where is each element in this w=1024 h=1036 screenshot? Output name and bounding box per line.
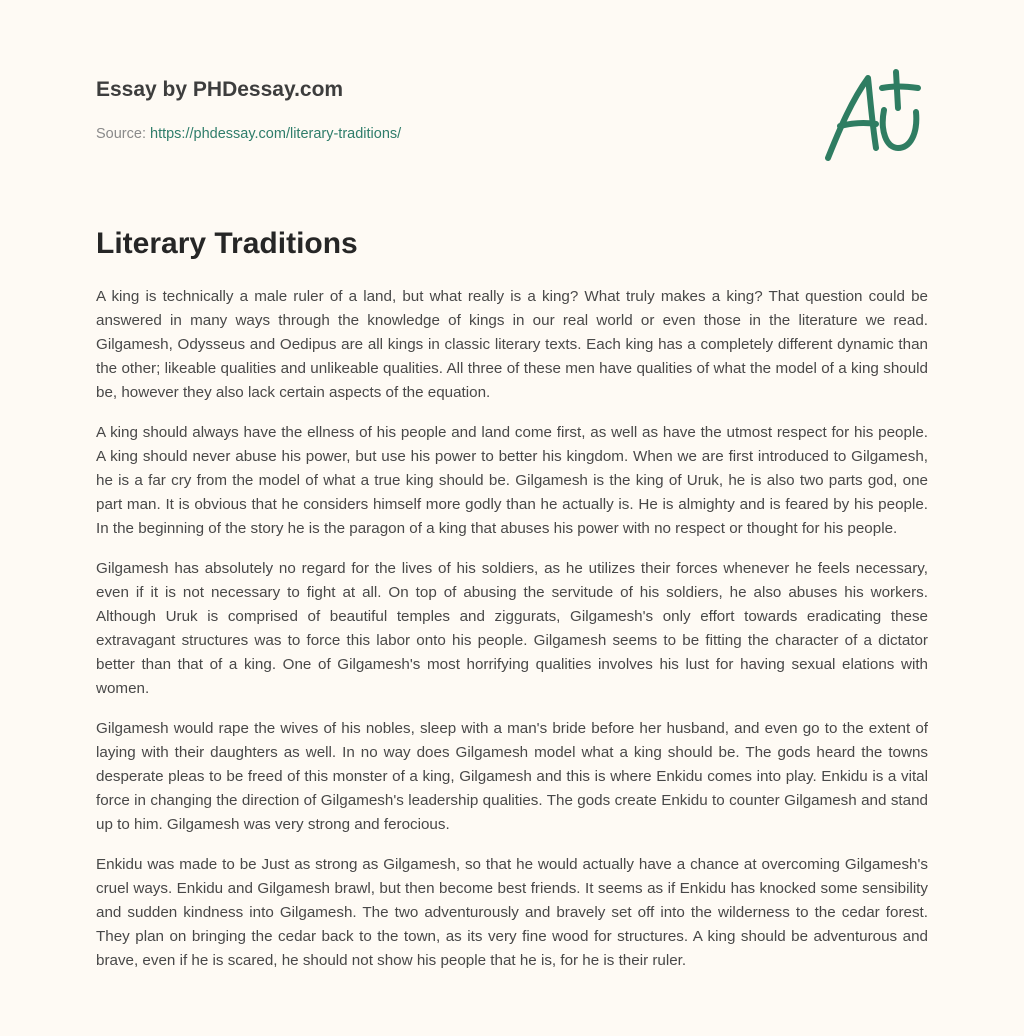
site-brand: Essay by PHDessay.com: [96, 78, 344, 101]
article-title: Literary Traditions: [96, 227, 358, 260]
paragraph: Gilgamesh would rape the wives of his nobles, sleep with a man's bride before her husband, and even go to the extent of laying with their daughters as well. In no way does Gilgamesh model what a king should be. The gods heard the towns desperate pleas to be freed of this monster of a king, Gilgamesh and this is where Enkidu comes into play. Enkidu is a vital force in changing the direction of Gilgamesh's leadership qualities. The gods create Enkidu to counter Gilgamesh and stand up to him. Gilgamesh was very strong and ferocious.: [96, 720, 928, 833]
source-label: Source:: [96, 126, 150, 142]
paragraph: A king is technically a male ruler of a land, but what really is a king? What truly makes a king? That question could be answered in many ways through the knowledge of kings in our real world or even those in the literature we read. Gilgamesh, Odysseus and Oedipus are all kings in classic literary texts. Each king has a completely different dynamic than the other; likeable qualities and unlikeable qualities. All three of these men have qualities of what the model of a king should be, however they also lack certain aspects of the equation.: [96, 288, 928, 401]
paragraph: Gilgamesh has absolutely no regard for the lives of his soldiers, as he utilizes their forces whenever he feels necessary, even if it is not necessary to fight at all. On top of abusing the servitude of his soldiers, he also abuses his workers. Although Uruk is comprised of beautiful temples and ziggurats, Gilgamesh's only effort towards eradicating these extravagant structures was to force this labor onto his people. Gilgamesh seems to be fitting the character of a dictator better than that of a king. One of Gilgamesh's most horrifying qualities involves his lust for having sexual elations with women.: [96, 560, 928, 697]
source-line: [96, 124, 736, 144]
article-body: [96, 285, 928, 989]
page-header: [96, 76, 736, 144]
source-link[interactable]: https://phdessay.com/literary-traditions/: [150, 126, 402, 142]
paragraph: A king should always have the ellness of his people and land come first, as well as have the utmost respect for his people. A king should never abuse his power, but use his power to better his kingdom. When we are first introduced to Gilgamesh, he is a far cry from the model of what a true king should be. Gilgamesh is the king of Uruk, he is also two parts god, one part man. It is obvious that he considers himself more godly than he actually is. He is almighty and is feared by his people. In the beginning of the story he is the paragon of a king that abuses his power with no respect or thought for his people.: [96, 424, 928, 537]
a-plus-grade-logo-icon: [818, 66, 930, 166]
paragraph: Enkidu was made to be Just as strong as Gilgamesh, so that he would actually have a chance at overcoming Gilgamesh's cruel ways. Enkidu and Gilgamesh brawl, but then become best friends. It seems as if Enkidu has knocked some sensibility and sudden kindness into Gilgamesh. The two adventurously and bravely set off into the wilderness to the cedar forest. They plan on bringing the cedar back to the town, as its very fine wood for structures. A king should be adventurous and brave, even if he is scared, he should not show his people that he is, for he is their ruler.: [96, 856, 928, 969]
